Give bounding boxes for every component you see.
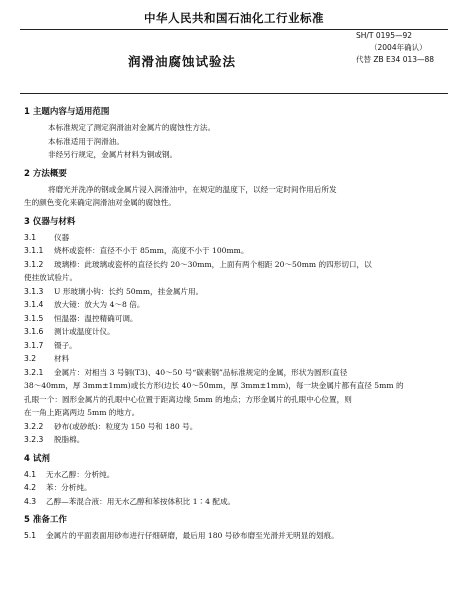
document-title: 润滑油腐蚀试验法: [128, 54, 237, 69]
paragraph: 本标准规定了测定润滑油对金属片的腐蚀性方法。: [48, 123, 216, 132]
clause-text: 无水乙醇：分析纯。: [46, 469, 115, 479]
clause-3-1-4: [24, 298, 448, 312]
clause-number: 5.1: [24, 531, 37, 540]
clause-3-2-1-cont: 孔眼一个：圆形金属片的孔眼中心位置于距离边缘 5mm 的地点；方形金属片的孔眼中心位置，则: [24, 394, 352, 404]
clause-text: 放大镜：放大为 4～8 倍。: [54, 300, 145, 309]
clause-3-2-1-cont: 在一角上距离两边 5mm 的地方。: [24, 408, 140, 417]
paragraph: 本标准适用于润滑油。: [48, 136, 124, 146]
clause-number: 3.2.3: [24, 435, 44, 444]
section-2: [24, 168, 448, 210]
paragraph: 生的颜色变化来确定润滑油对金属的腐蚀性。: [24, 198, 176, 207]
clause-number: 3.1.5: [24, 313, 44, 323]
clause-text: 砂布(或砂纸)：粒度为 150 号和 180 号。: [54, 421, 198, 431]
standard-meta: [356, 30, 456, 66]
clause-number: 3.1.1: [24, 246, 44, 255]
clause-3-2: [24, 352, 448, 366]
section-heading: 1 主题内容与适用范围: [24, 107, 110, 117]
standard-title: 中华人民共和国石油化工行业标准: [144, 11, 324, 25]
clause-3-1: [24, 231, 448, 245]
clause-text: 乙醇—苯混合液：用无水乙醇和苯按体积比 1∶4 配成。: [46, 496, 236, 506]
clause-text: 恒温器：温控精确可调。: [54, 313, 138, 323]
section-heading: 4 试剂: [24, 453, 50, 464]
clause-text: 金属片的平面表面用砂布进行仔细研磨，最后用 180 号砂布磨至光滑并无明显的划痕。: [46, 531, 339, 540]
clause-number: 4.1: [24, 469, 37, 479]
clause-number: 3.1.7: [24, 340, 44, 350]
clause-4-2: [24, 481, 448, 495]
clause-3-2-2: [24, 420, 448, 434]
clause-4-3: [24, 495, 448, 509]
standard-number: SH/T 0195—92: [356, 31, 413, 40]
clause-5-1: [24, 529, 448, 543]
clause-text: 测计或温度计仪。: [54, 327, 115, 336]
clause-3-2-1: [24, 366, 448, 380]
clause-3-1-1: [24, 244, 448, 258]
clause-number: 3.1.3: [24, 286, 44, 296]
clause-text: 玻璃棒：此玻璃或瓷杯的直径长约 20～30mm，上面有两个相距 20～50mm 的四形切口，以: [54, 259, 372, 269]
clause-3-2-3: [24, 433, 448, 447]
clause-4-1: [24, 468, 448, 482]
clause-number: 3.1: [24, 232, 37, 242]
section-5: [24, 514, 448, 543]
clause-number: 3.1.2: [24, 259, 44, 269]
clause-text: 材料: [54, 354, 70, 363]
document-body: [24, 106, 448, 543]
clause-text: 金属片：对相当 3 号铜(T3)、40～50 号“碳素钢”品标准规定的金属，形状为圆形(直径: [54, 367, 348, 377]
clause-text: 苯：分析纯。: [46, 483, 92, 492]
clause-text: 烧杯或瓷杯：直径不小于 85mm，高度不小于 100mm。: [54, 246, 249, 255]
section-3: [24, 216, 448, 447]
clause-text: 镊子。: [54, 340, 77, 350]
section-heading: 3 仪器与材料: [24, 216, 76, 227]
clause-number: 3.2: [24, 354, 37, 363]
clause-text: 脱脂棉。: [54, 435, 85, 444]
clause-3-1-5: [24, 312, 448, 326]
clause-number: 4.3: [24, 496, 37, 506]
clause-number: 4.2: [24, 483, 37, 492]
clause-number: 3.2.1: [24, 367, 44, 377]
clause-3-1-6: [24, 325, 448, 339]
section-4: [24, 453, 448, 509]
clause-number: 3.1.6: [24, 327, 44, 336]
clause-3-1-2-cont: 使挂放试验片。: [24, 273, 78, 282]
section-heading: 2 方法概要: [24, 168, 67, 179]
clause-3-1-2: [24, 258, 448, 272]
clause-3-2-1-cont: 38～40mm，厚 3mm±1mm)或长方形(边长 40～50mm，厚 3mm±1mm)，每一块金属片都有直径 5mm 的: [24, 381, 404, 390]
clause-number: 3.2.2: [24, 421, 44, 431]
clause-3-1-3: [24, 285, 448, 299]
paragraph: 将磨光并洗净的钢或金属片浸入润滑油中，在规定的温度下，以经一定时间作用后所发: [48, 184, 337, 194]
paragraph: 非经另行规定，金属片材料为铜或钢。: [48, 150, 178, 159]
standard-replaces: 代替 ZB E34 013—88: [356, 55, 435, 64]
clause-text: 仪器: [54, 232, 70, 242]
section-1: [24, 106, 448, 162]
clause-number: 3.1.4: [24, 300, 44, 309]
title-rule: [20, 93, 448, 94]
section-heading: 5 准备工作: [24, 515, 67, 525]
standard-confirm-note: （2004年确认）: [370, 43, 427, 52]
clause-3-1-7: [24, 339, 448, 353]
clause-text: U 形玻璃小钩：长约 50mm，挂金属片用。: [54, 286, 204, 296]
